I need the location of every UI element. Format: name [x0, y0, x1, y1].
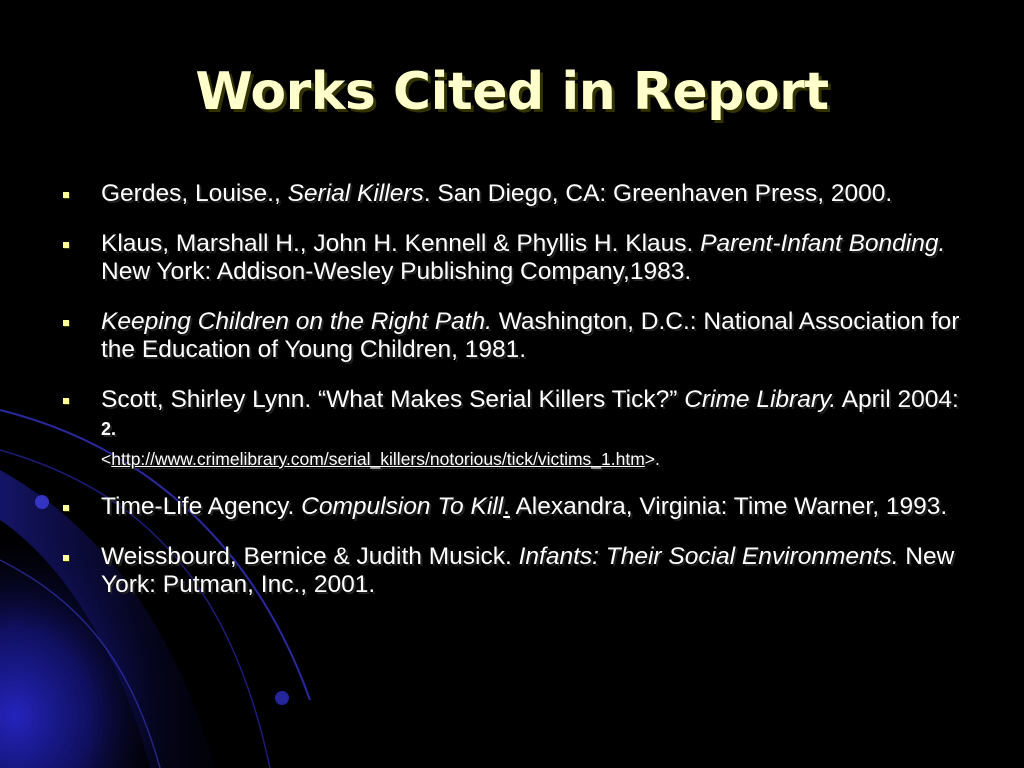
reference-publication: New York: Putman, Inc., 2001. [101, 543, 955, 598]
reference-title: Parent-Infant Bonding. [700, 230, 946, 257]
url-open-bracket: < [101, 449, 112, 469]
reference-publication: Washington, D.C.: National Association for the Education of Young Children, 1981. [101, 308, 960, 363]
url-close-bracket: >. [644, 449, 660, 469]
reference-url-line [101, 447, 975, 471]
reference-title: Infants: Their Social Environments. [518, 543, 899, 570]
reference-publication: Alexandra, Virginia: Time Warner, 1993. [509, 493, 948, 520]
reference-title-period: . [503, 493, 510, 520]
reference-item [60, 386, 975, 471]
square-bullet-icon [63, 192, 69, 198]
reference-author: Gerdes, Louise., [101, 180, 288, 207]
reference-page: 2. [101, 419, 117, 439]
square-bullet-icon [63, 505, 69, 511]
reference-url-link[interactable]: http://www.crimelibrary.com/serial_killers/notorious/tick/victims_1.htm [111, 449, 645, 469]
reference-item [60, 180, 975, 208]
reference-title: Compulsion To Kill [301, 493, 504, 520]
square-bullet-icon [63, 320, 69, 326]
reference-item [60, 230, 975, 286]
reference-item [60, 308, 975, 364]
reference-author: Weissbourd, Bernice & Judith Musick. [101, 543, 519, 570]
reference-title: Keeping Children on the Right Path. [101, 308, 492, 335]
reference-publication: . San Diego, CA: Greenhaven Press, 2000. [423, 180, 893, 207]
reference-author: Time-Life Agency. [101, 493, 302, 520]
slide-title: Works Cited in Report [195, 62, 829, 122]
reference-item [60, 543, 975, 599]
reference-date: April 2004: [836, 386, 959, 413]
references-list [60, 180, 975, 621]
square-bullet-icon [63, 555, 69, 561]
reference-author: Klaus, Marshall H., John H. Kennell & Phyllis H. Klaus. [101, 230, 701, 257]
reference-author: Scott, Shirley Lynn. “What Makes Serial Killers Tick?” [101, 386, 685, 413]
reference-item [60, 493, 975, 521]
reference-publication: New York: Addison-Wesley Publishing Company,1983. [101, 258, 692, 285]
square-bullet-icon [63, 398, 69, 404]
reference-title: Crime Library. [684, 386, 837, 413]
reference-title: Serial Killers [287, 180, 424, 207]
square-bullet-icon [63, 242, 69, 248]
